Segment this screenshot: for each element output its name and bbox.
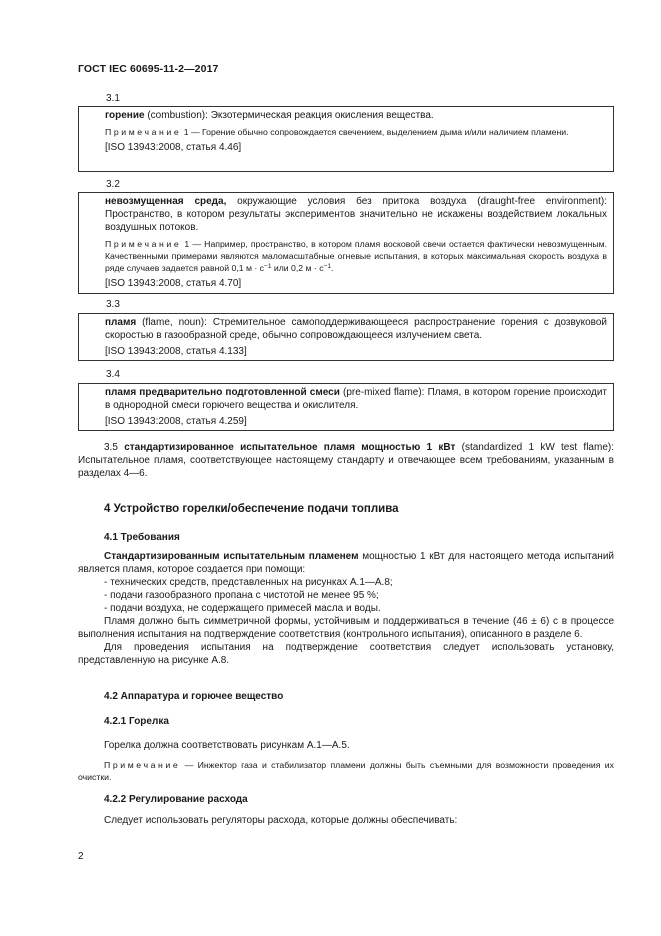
term-title: пламя — [105, 317, 137, 328]
section-4-title: 4 Устройство горелки/обеспечение подачи топлива — [104, 503, 399, 515]
note-label: Примечание — [105, 127, 182, 137]
term-source: [ISO 13943:2008, статья 4.46] — [105, 142, 242, 153]
section-4-2-1-title: 4.2.1 Горелка — [104, 716, 169, 727]
term-definition: (standardized 1 kW test flame): Испытательное пламя, соответствующее настоящему стандарту и отвечающее всем требованиям, указанным в разделах 4—6. — [78, 442, 614, 479]
term-definition: (combustion): Экзотермическая реакция окисления вещества. — [144, 110, 434, 121]
term-number-3-5: 3.5 — [104, 442, 118, 453]
term-source: [ISO 13943:2008, статья 4.133] — [105, 346, 247, 357]
term-number-3-2: 3.2 — [106, 179, 120, 190]
section-4-1-title: 4.1 Требования — [104, 532, 180, 543]
term-title: пламя предварительно подготовленной смеси — [105, 387, 340, 398]
term-box-3-3 — [78, 313, 614, 361]
term-definition: (pre-mixed flame): Пламя, в котором горение происходит в однородной смеси горючего вещества и окислителя. — [105, 387, 607, 411]
term-number-3-3: 3.3 — [106, 299, 120, 310]
term-note: Примечание 1 — Например, пространство, в котором пламя восковой свечи остается фактически невозмущенным. Качественными примерами являются маломасштабные огневые испытания, в которых максимальная скорость воздуха в ряде случаев задается равной 0,1 $м \cdot с^{-1}$ или 0,2 $м \cdot с^{-1}$. — [105, 239, 607, 273]
term-3-5 — [78, 441, 614, 480]
term-box-3-4 — [78, 383, 614, 431]
section-4-2-1-body: Горелка должна соответствовать рисункам А.1—А.5. Примечание — Инжектор газа и стабилизатор пламени должны быть съемными для возможности проведения их очистки. — [78, 740, 614, 782]
term-number-3-1: 3.1 — [106, 93, 120, 104]
list-item: - технических средств, представленных на рисунках А.1—А.8; — [104, 577, 393, 588]
page-number: 2 — [78, 851, 84, 862]
paragraph: Для проведения испытания на подтверждение соответствия следует использовать установку, представленную на рисунке А.8. — [78, 642, 614, 666]
note-label: Примечание — [104, 760, 181, 770]
term-title: стандартизированное испытательное пламя мощностью 1 кВт — [124, 442, 456, 453]
term-title: невозмущенная среда, — [105, 196, 227, 207]
term-box-3-1 — [78, 106, 614, 172]
section-note: Примечание — Инжектор газа и стабилизатор пламени должны быть съемными для возможности проведения их очистки. — [78, 760, 614, 782]
paragraph: Пламя должно быть симметричной формы, устойчивым и поддерживаться в течение (46 ± 6) с в процессе выполнения испытания на подтверждение соответствия (контрольного испытания), описанного в разделе 6. — [78, 616, 614, 640]
lead-bold: Стандартизированным испытательным пламенем — [104, 551, 359, 562]
term-box-3-2 — [78, 192, 614, 294]
list-item: - подачи воздуха, не содержащего примесей масла и воды. — [104, 603, 381, 614]
list-item: - подачи газообразного пропана с чистотой не менее 95 %; — [104, 590, 379, 601]
term-number-3-4: 3.4 — [106, 369, 120, 380]
section-4-2-title: 4.2 Аппаратура и горючее вещество — [104, 691, 284, 702]
document-header: ГОСТ IEC 60695-11-2—2017 — [78, 63, 219, 75]
term-source: [ISO 13943:2008, статья 4.70] — [105, 278, 242, 289]
note-label: Примечание — [105, 239, 182, 249]
term-definition: окружающие условия без притока воздуха (draught-free environment): Пространство, в котором результаты экспериментов значительно не искажены воздействием локальных воздушных потоков. — [105, 196, 607, 233]
section-4-1-body: Стандартизированным испытательным пламенем мощностью 1 кВт для настоящего метода испытаний является пламя, которое создается при помощи: - технических средств, представленных на рисунках А.1—А.8; - подачи газообразного пропана с чистотой не менее 95 %; - подачи воздуха, не содержащего примесей масла и воды. Пламя должно быть симметричной формы, устойчивым и поддерживаться в течение (46 ± 6) с в процессе выполнения испытания на подтверждение соответствия (контрольного испытания), описанного в разделе 6. Для проведения испытания на подтверждение соответствия следует использовать установку, представленную на рисунке А.8. — [78, 551, 615, 666]
section-4-2-2-title: 4.2.2 Регулирование расхода — [104, 794, 248, 805]
term-note: Примечание 1 — Горение обычно сопровождается свечением, выделением дыма и/или наличием пламени. — [105, 127, 569, 137]
term-definition: (flame, noun): Стремительное самоподдерживающееся распространение горения с дозвуковой скоростью в газообразной среде, обычно сопровождающееся излучением света. — [105, 317, 607, 341]
term-title: горение — [105, 110, 145, 121]
section-4-2-2-body: Следует использовать регуляторы расхода, которые должны обеспечивать: — [104, 815, 458, 826]
term-source: [ISO 13943:2008, статья 4.259] — [105, 416, 247, 427]
